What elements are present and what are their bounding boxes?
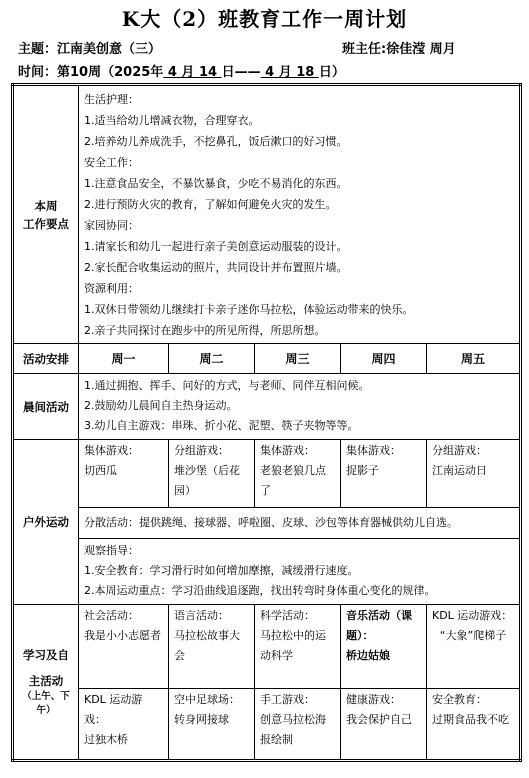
focus-line: 2.亲子共同探讨在跑步中的所见所得，所思所想。	[84, 324, 326, 337]
time-month-char: 月	[181, 65, 195, 80]
learning-wed-am: 科学活动： 马拉松中的运动科学	[255, 605, 341, 689]
outdoor-game-wed: 集体游戏： 老狼老狼几点了	[255, 440, 341, 508]
focus-line: 1.注意食品安全，不暴饮暴食，少吃不易消化的东西。	[84, 177, 348, 190]
time-open: （2025年	[101, 65, 164, 80]
weekly-focus-content	[79, 85, 521, 344]
time-end-day: 18	[291, 65, 319, 80]
time-month-char-2: 月	[278, 65, 292, 80]
learning-fri-am: KDL 运动游戏： “大象”爬梯子	[427, 605, 521, 689]
day-header-fri: 周五	[427, 344, 521, 374]
outdoor-scattered: 分散活动：提供跳绳、接球器、呼啦圈、皮球、沙包等体育器械供幼儿自选。	[79, 508, 521, 539]
weekly-plan-table	[11, 83, 522, 762]
teacher-label: 班主任:	[342, 42, 387, 57]
outdoor-label: 户外运动	[13, 440, 79, 605]
learning-tue-pm: 空中足球场： 转身网接球	[169, 689, 255, 761]
learning-fri-pm: 安全教育： 过期食品我不吃	[427, 689, 521, 761]
outdoor-scattered-row	[13, 508, 521, 539]
outdoor-game-mon: 集体游戏： 切西瓜	[79, 440, 169, 508]
outdoor-observe	[79, 539, 521, 605]
morning-label: 晨间活动	[13, 374, 79, 440]
outdoor-game-thu: 集体游戏： 捉影子	[341, 440, 427, 508]
day-header-tue: 周二	[169, 344, 255, 374]
observe-line: 1.安全教育：学习滑行时如何增加摩擦，减缓滑行速度。	[84, 564, 359, 577]
focus-line: 2.进行预防火灾的教育，了解如何避免火灾的发生。	[84, 198, 337, 211]
outdoor-observe-row	[13, 539, 521, 605]
learning-row-1	[13, 605, 521, 689]
theme-line	[18, 38, 161, 57]
theme-label: 主题：	[18, 42, 58, 57]
focus-line: 1.请家长和幼儿一起进行亲子美创意运动服装的设计。	[84, 240, 348, 253]
learning-tue-am: 语言活动： 马拉松故事大会	[169, 605, 255, 689]
day-header-thu: 周四	[341, 344, 427, 374]
teacher-line	[342, 38, 456, 57]
focus-line: 1.双休日带领幼儿继续打卡亲子迷你马拉松，体验运动带来的快乐。	[84, 303, 414, 316]
learning-mon-am: 社会活动： 我是小小志愿者	[79, 605, 169, 689]
observe-line: 2.本周运动重点：学习沿曲线追逐跑，找出转弯时身体重心变化的规律。	[84, 584, 436, 597]
learning-thu-am: 音乐活动（课题）： 桥边姑娘	[341, 605, 427, 689]
outdoor-game-tue: 分组游戏： 堆沙堡（后花园）	[169, 440, 255, 508]
morning-content	[79, 374, 521, 440]
weekly-focus-row	[13, 85, 521, 344]
observe-line: 观察指导：	[84, 544, 139, 557]
schedule-header-row	[13, 344, 521, 374]
time-label: 时间：	[18, 65, 58, 80]
schedule-label: 活动安排	[13, 344, 79, 374]
weekly-focus-label: 本周 工作要点	[13, 85, 79, 344]
learning-thu-pm: 健康游戏： 我会保护自己	[341, 689, 427, 761]
morning-line: 3.幼儿自主游戏：串珠、折小花、泥塑、筷子夹物等等。	[84, 419, 359, 432]
page-title: K大（2）班教育工作一周计划	[121, 7, 408, 31]
time-end-month: 4	[260, 65, 279, 80]
time-start-day: 14	[194, 65, 222, 80]
morning-line: 2.鼓励幼儿晨间自主热身运动。	[84, 399, 238, 412]
learning-wed-pm: 手工游戏： 创意马拉松海报绘制	[255, 689, 341, 761]
focus-line: 2.家长配合收集运动的照片，共同设计并布置照片墙。	[84, 261, 348, 274]
focus-line: 1.适当给幼儿增减衣物，合理穿衣。	[84, 114, 260, 127]
focus-line: 家园协同：	[84, 219, 139, 232]
day-header-wed: 周三	[255, 344, 341, 374]
time-week: 第10周	[57, 65, 102, 80]
focus-line: 安全工作：	[84, 156, 139, 169]
morning-line: 1.通过拥抱、挥手、问好的方式，与老师、同伴互相问候。	[84, 379, 370, 392]
focus-line: 资源利用：	[84, 282, 139, 295]
morning-row	[13, 374, 521, 440]
focus-line: 2.培养幼儿养成洗手，不挖鼻孔，饭后漱口的好习惯。	[84, 135, 348, 148]
time-start-month: 4	[163, 65, 182, 80]
learning-row-2	[13, 689, 521, 761]
time-day-to: 日——	[221, 65, 261, 80]
learning-mon-pm: KDL 运动游戏： 过独木桥	[79, 689, 169, 761]
time-line	[18, 61, 345, 80]
outdoor-games-row	[13, 440, 521, 508]
theme-value: 江南美创意（三）	[57, 42, 162, 57]
focus-line: 生活护理：	[84, 93, 139, 106]
day-header-mon: 周一	[79, 344, 169, 374]
learning-label: 学习及自 主活动 （上午、下午）	[13, 605, 79, 761]
outdoor-game-fri: 分组游戏： 江南运动日	[427, 440, 521, 508]
time-close: 日）	[318, 65, 345, 80]
teacher-value: 徐佳滢 周月	[386, 42, 456, 57]
